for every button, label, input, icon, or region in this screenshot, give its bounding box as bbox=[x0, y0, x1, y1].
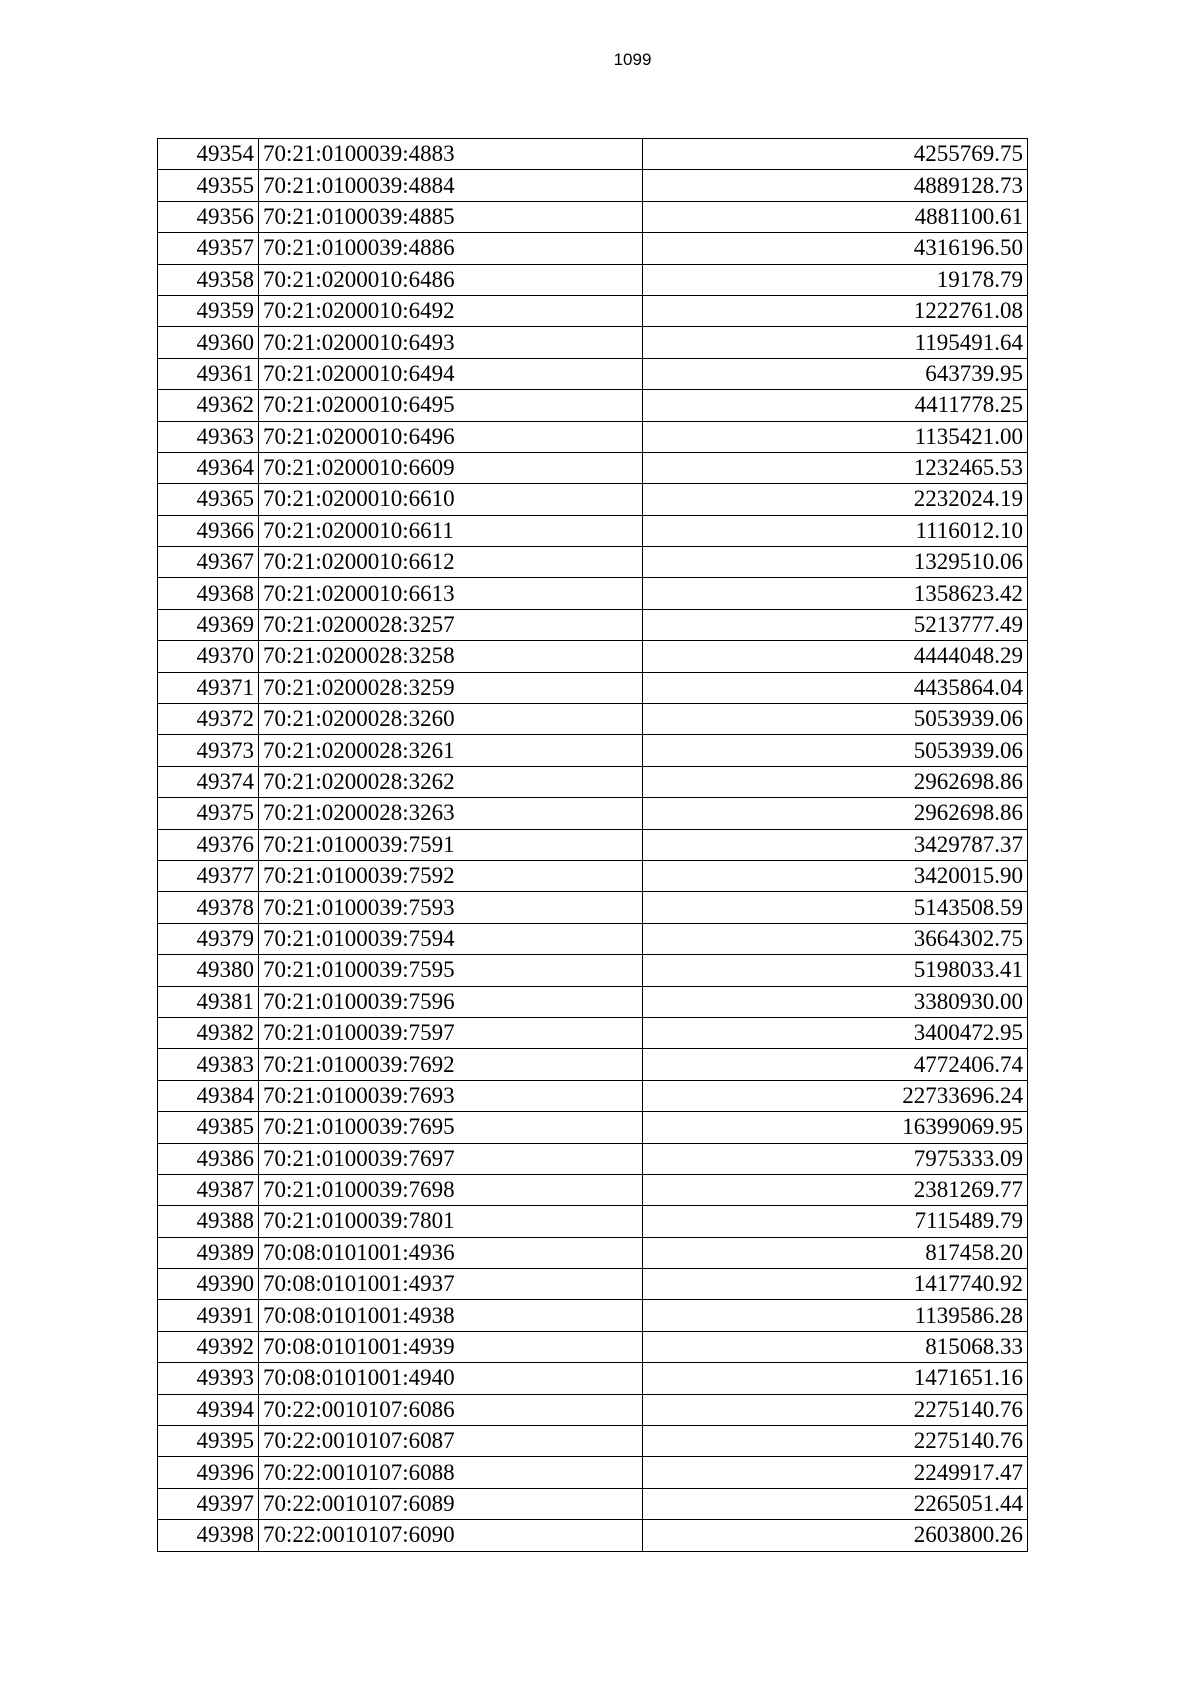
table-row bbox=[158, 1206, 1028, 1237]
table-body bbox=[158, 139, 1028, 1552]
cadastral-number-cell: 70:08:0101001:4936 bbox=[259, 1237, 643, 1268]
row-number-cell: 49368 bbox=[158, 578, 259, 609]
row-number-cell: 49392 bbox=[158, 1331, 259, 1362]
cadastral-number-cell: 70:21:0200010:6494 bbox=[259, 358, 643, 389]
row-number-cell: 49388 bbox=[158, 1206, 259, 1237]
cadastral-number-cell: 70:21:0200010:6610 bbox=[259, 484, 643, 515]
row-number-cell: 49369 bbox=[158, 609, 259, 640]
row-number-cell: 49382 bbox=[158, 1017, 259, 1048]
row-number-cell: 49394 bbox=[158, 1394, 259, 1425]
cadastral-number-cell: 70:08:0101001:4937 bbox=[259, 1269, 643, 1300]
row-number-cell: 49360 bbox=[158, 327, 259, 358]
cadastral-value-cell: 5213777.49 bbox=[643, 609, 1028, 640]
row-number-cell: 49378 bbox=[158, 892, 259, 923]
cadastral-value-cell: 2603800.26 bbox=[643, 1520, 1028, 1551]
table-row bbox=[158, 1488, 1028, 1519]
cadastral-value-cell: 2232024.19 bbox=[643, 484, 1028, 515]
table-row bbox=[158, 578, 1028, 609]
cadastral-number-cell: 70:21:0200010:6486 bbox=[259, 264, 643, 295]
cadastral-value-cell: 2249917.47 bbox=[643, 1457, 1028, 1488]
table-row bbox=[158, 923, 1028, 954]
cadastral-value-cell: 4881100.61 bbox=[643, 201, 1028, 232]
table-row bbox=[158, 1394, 1028, 1425]
row-number-cell: 49387 bbox=[158, 1174, 259, 1205]
row-number-cell: 49354 bbox=[158, 139, 259, 170]
row-number-cell: 49355 bbox=[158, 170, 259, 201]
table-row bbox=[158, 327, 1028, 358]
cadastral-value-cell: 4255769.75 bbox=[643, 139, 1028, 170]
table-row bbox=[158, 421, 1028, 452]
table-row bbox=[158, 515, 1028, 546]
cadastral-value-cell: 815068.33 bbox=[643, 1331, 1028, 1362]
cadastral-value-cell: 1139586.28 bbox=[643, 1300, 1028, 1331]
cadastral-value-cell: 3429787.37 bbox=[643, 829, 1028, 860]
cadastral-value-cell: 3380930.00 bbox=[643, 986, 1028, 1017]
row-number-cell: 49376 bbox=[158, 829, 259, 860]
row-number-cell: 49396 bbox=[158, 1457, 259, 1488]
table-row bbox=[158, 798, 1028, 829]
table-row bbox=[158, 672, 1028, 703]
table-row bbox=[158, 860, 1028, 891]
cadastral-value-cell: 4316196.50 bbox=[643, 233, 1028, 264]
cadastral-number-cell: 70:21:0200028:3259 bbox=[259, 672, 643, 703]
table-row bbox=[158, 735, 1028, 766]
table-row bbox=[158, 986, 1028, 1017]
cadastral-number-cell: 70:21:0200028:3257 bbox=[259, 609, 643, 640]
row-number-cell: 49363 bbox=[158, 421, 259, 452]
row-number-cell: 49370 bbox=[158, 641, 259, 672]
cadastral-value-cell: 643739.95 bbox=[643, 358, 1028, 389]
cadastral-number-cell: 70:08:0101001:4939 bbox=[259, 1331, 643, 1362]
cadastral-number-cell: 70:08:0101001:4940 bbox=[259, 1363, 643, 1394]
cadastral-number-cell: 70:21:0100039:7595 bbox=[259, 955, 643, 986]
cadastral-value-cell: 22733696.24 bbox=[643, 1080, 1028, 1111]
cadastral-value-cell: 2265051.44 bbox=[643, 1488, 1028, 1519]
cadastral-number-cell: 70:21:0200010:6492 bbox=[259, 295, 643, 326]
cadastral-value-cell: 1417740.92 bbox=[643, 1269, 1028, 1300]
cadastral-number-cell: 70:21:0200010:6613 bbox=[259, 578, 643, 609]
row-number-cell: 49397 bbox=[158, 1488, 259, 1519]
table-row bbox=[158, 358, 1028, 389]
row-number-cell: 49364 bbox=[158, 452, 259, 483]
cadastral-value-cell: 5053939.06 bbox=[643, 735, 1028, 766]
row-number-cell: 49385 bbox=[158, 1112, 259, 1143]
row-number-cell: 49377 bbox=[158, 860, 259, 891]
table-row bbox=[158, 1363, 1028, 1394]
table-row bbox=[158, 829, 1028, 860]
cadastral-number-cell: 70:21:0200010:6611 bbox=[259, 515, 643, 546]
cadastral-value-cell: 1358623.42 bbox=[643, 578, 1028, 609]
table-row bbox=[158, 704, 1028, 735]
cadastral-value-cell: 4435864.04 bbox=[643, 672, 1028, 703]
cadastral-number-cell: 70:21:0100039:7692 bbox=[259, 1049, 643, 1080]
cadastral-value-cell: 1471651.16 bbox=[643, 1363, 1028, 1394]
cadastral-number-cell: 70:21:0100039:7693 bbox=[259, 1080, 643, 1111]
table-row bbox=[158, 1049, 1028, 1080]
cadastral-number-cell: 70:21:0200028:3258 bbox=[259, 641, 643, 672]
row-number-cell: 49358 bbox=[158, 264, 259, 295]
row-number-cell: 49366 bbox=[158, 515, 259, 546]
row-number-cell: 49362 bbox=[158, 390, 259, 421]
row-number-cell: 49356 bbox=[158, 201, 259, 232]
cadastral-number-cell: 70:21:0100039:7698 bbox=[259, 1174, 643, 1205]
cadastral-value-table bbox=[157, 138, 1028, 1552]
cadastral-number-cell: 70:21:0200010:6609 bbox=[259, 452, 643, 483]
table-row bbox=[158, 766, 1028, 797]
row-number-cell: 49375 bbox=[158, 798, 259, 829]
row-number-cell: 49357 bbox=[158, 233, 259, 264]
row-number-cell: 49381 bbox=[158, 986, 259, 1017]
cadastral-value-cell: 2381269.77 bbox=[643, 1174, 1028, 1205]
cadastral-number-cell: 70:21:0100039:4885 bbox=[259, 201, 643, 232]
cadastral-value-cell: 5143508.59 bbox=[643, 892, 1028, 923]
table-row bbox=[158, 547, 1028, 578]
cadastral-number-cell: 70:21:0200010:6612 bbox=[259, 547, 643, 578]
table-row bbox=[158, 955, 1028, 986]
cadastral-number-cell: 70:08:0101001:4938 bbox=[259, 1300, 643, 1331]
cadastral-number-cell: 70:21:0100039:7697 bbox=[259, 1143, 643, 1174]
cadastral-number-cell: 70:21:0100039:7597 bbox=[259, 1017, 643, 1048]
cadastral-value-cell: 1116012.10 bbox=[643, 515, 1028, 546]
cadastral-number-cell: 70:21:0100039:7591 bbox=[259, 829, 643, 860]
cadastral-number-cell: 70:22:0010107:6086 bbox=[259, 1394, 643, 1425]
table-row bbox=[158, 1300, 1028, 1331]
cadastral-number-cell: 70:21:0200010:6496 bbox=[259, 421, 643, 452]
table-row bbox=[158, 1174, 1028, 1205]
table-row bbox=[158, 1269, 1028, 1300]
row-number-cell: 49393 bbox=[158, 1363, 259, 1394]
cadastral-number-cell: 70:21:0100039:7695 bbox=[259, 1112, 643, 1143]
cadastral-number-cell: 70:21:0100039:7594 bbox=[259, 923, 643, 954]
row-number-cell: 49380 bbox=[158, 955, 259, 986]
cadastral-number-cell: 70:21:0200010:6495 bbox=[259, 390, 643, 421]
table-row bbox=[158, 139, 1028, 170]
cadastral-number-cell: 70:21:0200010:6493 bbox=[259, 327, 643, 358]
cadastral-number-cell: 70:21:0100039:7596 bbox=[259, 986, 643, 1017]
cadastral-value-cell: 3420015.90 bbox=[643, 860, 1028, 891]
cadastral-number-cell: 70:21:0100039:7593 bbox=[259, 892, 643, 923]
row-number-cell: 49383 bbox=[158, 1049, 259, 1080]
cadastral-number-cell: 70:21:0200028:3263 bbox=[259, 798, 643, 829]
page-number: 1099 bbox=[613, 50, 652, 69]
row-number-cell: 49389 bbox=[158, 1237, 259, 1268]
cadastral-value-cell: 1135421.00 bbox=[643, 421, 1028, 452]
cadastral-value-cell: 3400472.95 bbox=[643, 1017, 1028, 1048]
row-number-cell: 49391 bbox=[158, 1300, 259, 1331]
table-row bbox=[158, 1426, 1028, 1457]
table-row bbox=[158, 390, 1028, 421]
row-number-cell: 49386 bbox=[158, 1143, 259, 1174]
row-number-cell: 49384 bbox=[158, 1080, 259, 1111]
cadastral-value-cell: 3664302.75 bbox=[643, 923, 1028, 954]
cadastral-value-cell: 2962698.86 bbox=[643, 766, 1028, 797]
cadastral-value-cell: 4889128.73 bbox=[643, 170, 1028, 201]
table-row bbox=[158, 641, 1028, 672]
cadastral-value-cell: 4444048.29 bbox=[643, 641, 1028, 672]
row-number-cell: 49371 bbox=[158, 672, 259, 703]
cadastral-number-cell: 70:21:0200028:3260 bbox=[259, 704, 643, 735]
table-row bbox=[158, 1331, 1028, 1362]
row-number-cell: 49361 bbox=[158, 358, 259, 389]
cadastral-value-cell: 7115489.79 bbox=[643, 1206, 1028, 1237]
cadastral-value-cell: 5198033.41 bbox=[643, 955, 1028, 986]
table-row bbox=[158, 233, 1028, 264]
cadastral-number-cell: 70:21:0100039:7592 bbox=[259, 860, 643, 891]
cadastral-number-cell: 70:22:0010107:6089 bbox=[259, 1488, 643, 1519]
row-number-cell: 49398 bbox=[158, 1520, 259, 1551]
cadastral-number-cell: 70:22:0010107:6088 bbox=[259, 1457, 643, 1488]
table-row bbox=[158, 1457, 1028, 1488]
row-number-cell: 49367 bbox=[158, 547, 259, 578]
row-number-cell: 49359 bbox=[158, 295, 259, 326]
cadastral-value-cell: 1329510.06 bbox=[643, 547, 1028, 578]
table-row bbox=[158, 264, 1028, 295]
cadastral-number-cell: 70:21:0100039:4883 bbox=[259, 139, 643, 170]
row-number-cell: 49372 bbox=[158, 704, 259, 735]
table-row bbox=[158, 1017, 1028, 1048]
row-number-cell: 49374 bbox=[158, 766, 259, 797]
cadastral-number-cell: 70:21:0100039:4886 bbox=[259, 233, 643, 264]
table-row bbox=[158, 1080, 1028, 1111]
table-row bbox=[158, 1520, 1028, 1551]
cadastral-value-cell: 2275140.76 bbox=[643, 1426, 1028, 1457]
table-row bbox=[158, 170, 1028, 201]
table-row bbox=[158, 1143, 1028, 1174]
cadastral-number-cell: 70:21:0100039:7801 bbox=[259, 1206, 643, 1237]
cadastral-value-cell: 1232465.53 bbox=[643, 452, 1028, 483]
cadastral-value-cell: 19178.79 bbox=[643, 264, 1028, 295]
table-row bbox=[158, 452, 1028, 483]
table-row bbox=[158, 201, 1028, 232]
row-number-cell: 49379 bbox=[158, 923, 259, 954]
cadastral-number-cell: 70:21:0200028:3262 bbox=[259, 766, 643, 797]
table-row bbox=[158, 295, 1028, 326]
row-number-cell: 49390 bbox=[158, 1269, 259, 1300]
cadastral-value-cell: 16399069.95 bbox=[643, 1112, 1028, 1143]
table-row bbox=[158, 892, 1028, 923]
cadastral-value-cell: 4411778.25 bbox=[643, 390, 1028, 421]
table-row bbox=[158, 1112, 1028, 1143]
cadastral-value-cell: 2275140.76 bbox=[643, 1394, 1028, 1425]
cadastral-number-cell: 70:21:0200028:3261 bbox=[259, 735, 643, 766]
cadastral-value-cell: 5053939.06 bbox=[643, 704, 1028, 735]
cadastral-value-cell: 2962698.86 bbox=[643, 798, 1028, 829]
cadastral-value-cell: 817458.20 bbox=[643, 1237, 1028, 1268]
row-number-cell: 49365 bbox=[158, 484, 259, 515]
table-row bbox=[158, 1237, 1028, 1268]
cadastral-value-cell: 4772406.74 bbox=[643, 1049, 1028, 1080]
cadastral-number-cell: 70:22:0010107:6090 bbox=[259, 1520, 643, 1551]
table-row bbox=[158, 609, 1028, 640]
table-row bbox=[158, 484, 1028, 515]
cadastral-value-cell: 1222761.08 bbox=[643, 295, 1028, 326]
cadastral-value-cell: 7975333.09 bbox=[643, 1143, 1028, 1174]
row-number-cell: 49395 bbox=[158, 1426, 259, 1457]
cadastral-number-cell: 70:21:0100039:4884 bbox=[259, 170, 643, 201]
cadastral-number-cell: 70:22:0010107:6087 bbox=[259, 1426, 643, 1457]
row-number-cell: 49373 bbox=[158, 735, 259, 766]
cadastral-value-cell: 1195491.64 bbox=[643, 327, 1028, 358]
